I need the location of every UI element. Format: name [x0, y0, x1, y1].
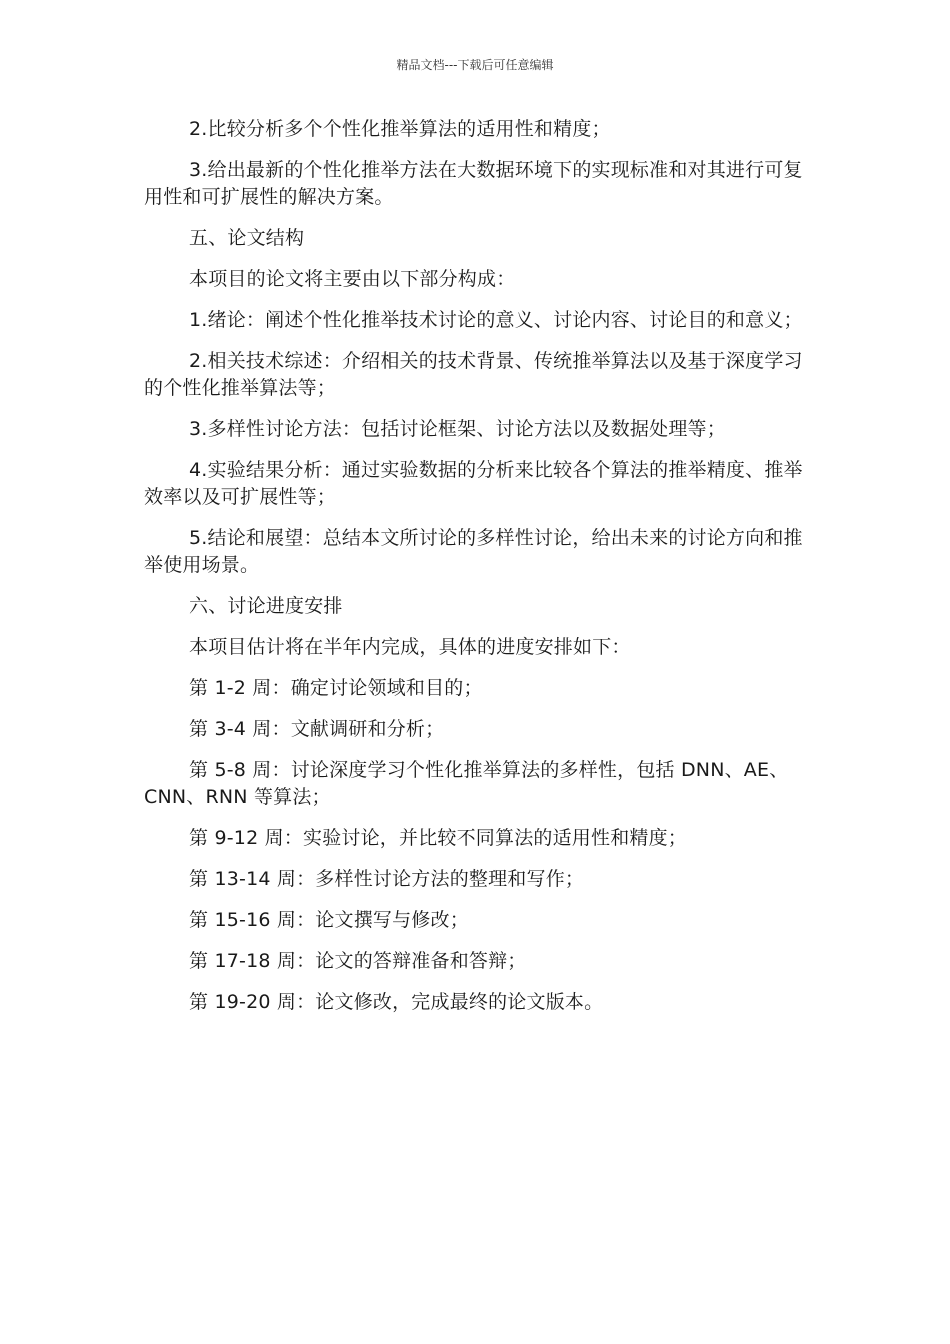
- schedule-item-weeks-5-8: 第 5-8 周：讨论深度学习个性化推举算法的多样性，包括 DNN、AE、CNN、RNN 等算法；: [144, 759, 789, 808]
- section-heading-schedule: 六、讨论进度安排: [189, 595, 343, 617]
- paragraph-objective-2: 2.比较分析多个个性化推举算法的适用性和精度；: [189, 118, 611, 140]
- schedule-item-weeks-3-4: 第 3-4 周：文献调研和分析；: [189, 718, 445, 740]
- schedule-item-weeks-19-20: 第 19-20 周：论文修改，完成最终的论文版本。: [189, 991, 604, 1013]
- paragraph-objective-3: 3.给出最新的个性化推举方法在大数据环境下的实现标准和对其进行可复用性和可扩展性的解决方案。: [144, 159, 803, 208]
- paragraph-schedule-intro: 本项目估计将在半年内完成，具体的进度安排如下：: [189, 636, 631, 658]
- section-heading-structure: 五、论文结构: [189, 227, 305, 249]
- page-header: 精品文档---下载后可任意编辑: [396, 58, 554, 72]
- paragraph-structure-5: 5.结论和展望：总结本文所讨论的多样性讨论，给出未来的讨论方向和推举使用场景。: [144, 527, 803, 576]
- paragraph-structure-1: 1.绪论：阐述个性化推举技术讨论的意义、讨论内容、讨论目的和意义；: [189, 309, 803, 331]
- schedule-item-weeks-13-14: 第 13-14 周：多样性讨论方法的整理和写作；: [189, 868, 585, 890]
- schedule-item-weeks-1-2: 第 1-2 周：确定讨论领域和目的；: [189, 677, 483, 699]
- paragraph-structure-4: 4.实验结果分析：通过实验数据的分析来比较各个算法的推举精度、推举效率以及可扩展性等；: [144, 459, 803, 508]
- schedule-item-weeks-17-18: 第 17-18 周：论文的答辩准备和答辩；: [189, 950, 527, 972]
- paragraph-structure-intro: 本项目的论文将主要由以下部分构成：: [189, 268, 516, 290]
- schedule-item-weeks-15-16: 第 15-16 周：论文撰写与修改；: [189, 909, 469, 931]
- paragraph-structure-3: 3.多样性讨论方法：包括讨论框架、讨论方法以及数据处理等；: [189, 418, 726, 440]
- document-body: [144, 116, 804, 1030]
- schedule-item-weeks-9-12: 第 9-12 周：实验讨论，并比较不同算法的适用性和精度；: [189, 827, 688, 849]
- paragraph-structure-2: 2.相关技术综述：介绍相关的技术背景、传统推举算法以及基于深度学习的个性化推举算法等；: [144, 350, 803, 399]
